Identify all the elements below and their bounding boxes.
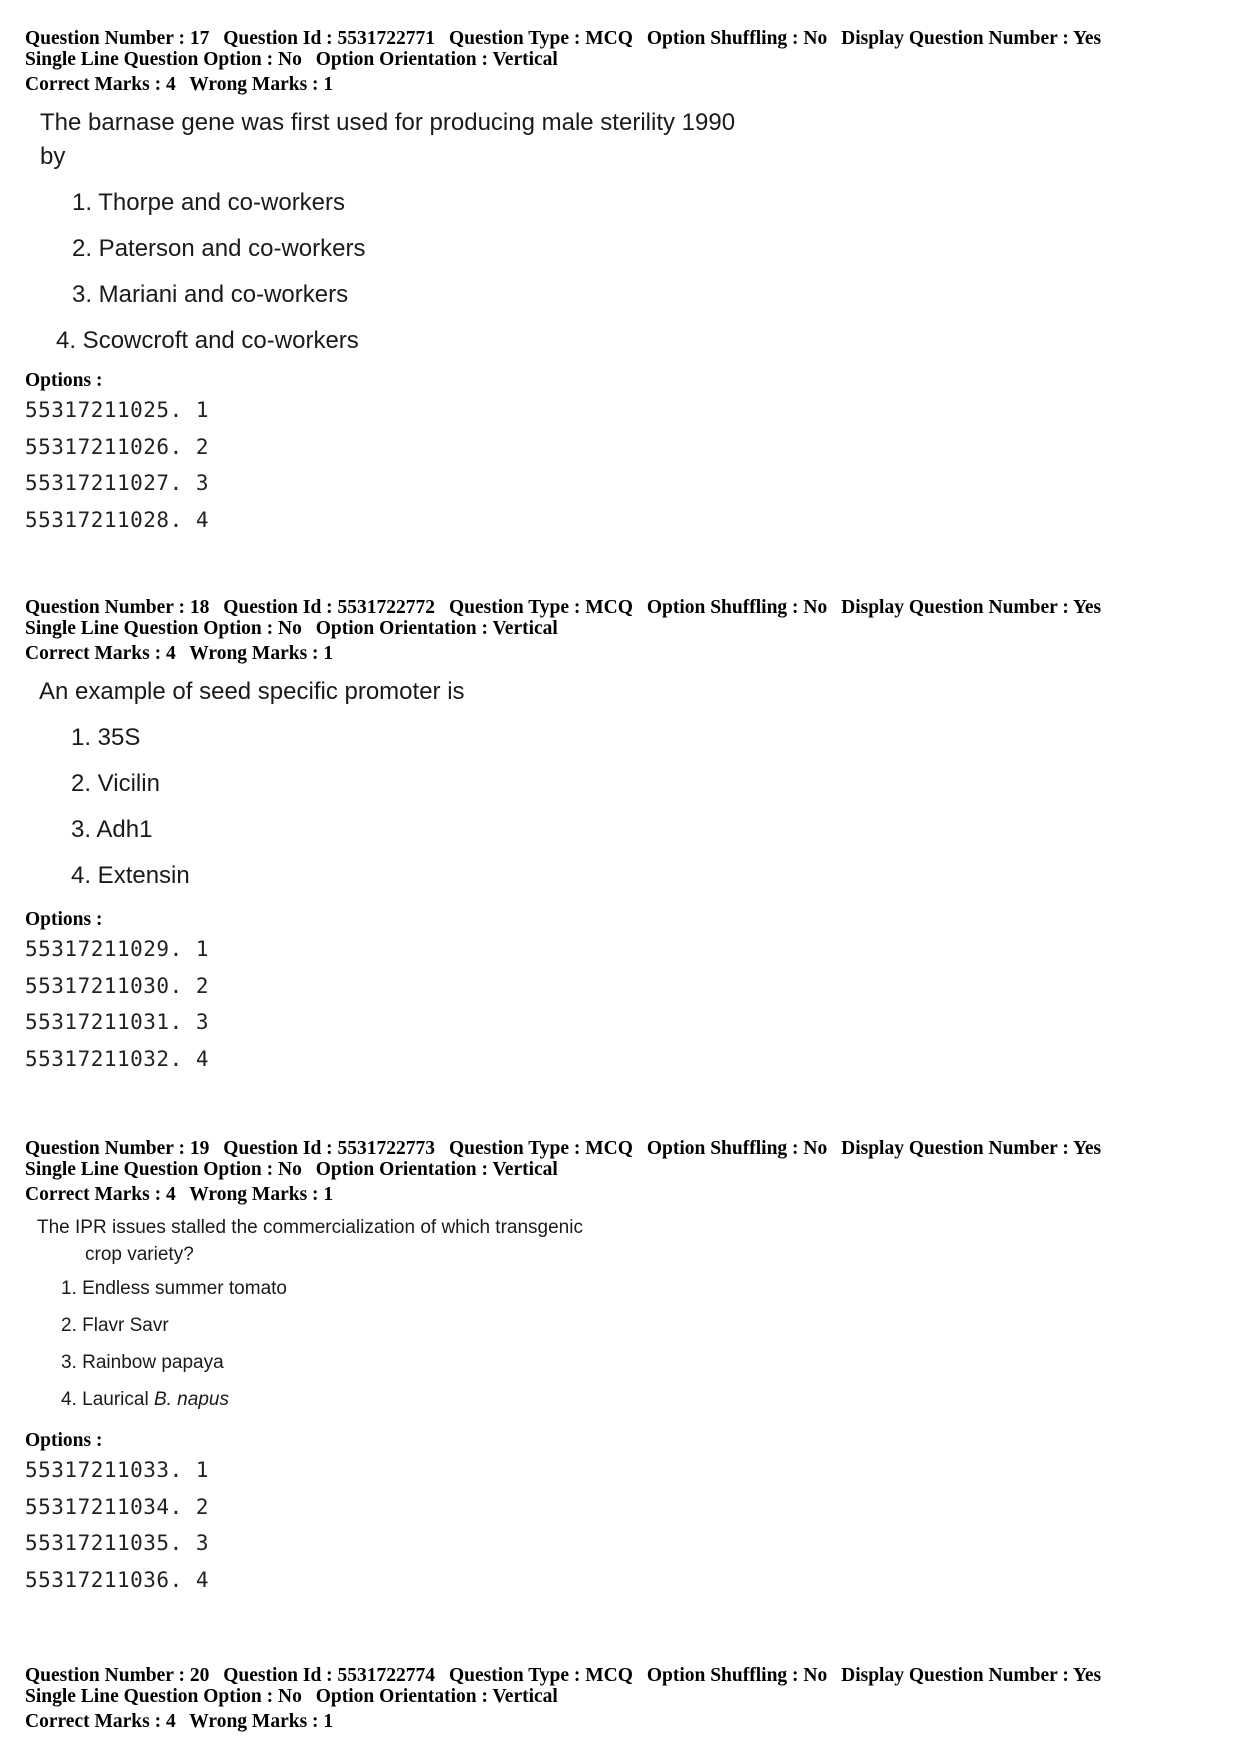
question-header-line1: Question Number : 20 Question Id : 5531722774 Question Type : MCQ Option Shuffling : No Display Question Number : Yes [25,1665,1102,1686]
question-stem: The barnase gene was first used for producing male sterility 1990 [40,109,736,136]
option-id: 55317211025. 1 [25,398,210,422]
choice-1: 1. Endless summer tomato [61,1278,287,1299]
choice-3: 3. Mariani and co-workers [72,281,349,308]
choice-2: 2. Paterson and co-workers [72,235,366,262]
option-id: 55317211034. 2 [25,1494,210,1519]
question-marks: Correct Marks : 4 Wrong Marks : 1 [25,74,334,95]
question-header-line2: Single Line Question Option : No Option Orientation : Vertical [25,1159,558,1180]
question-header-line1: Question Number : 19 Question Id : 5531722773 Question Type : MCQ Option Shuffling : No Display Question Number : Yes [25,1138,1102,1159]
question-text-image [25,106,1215,364]
option-id: 55317211026. 2 [25,434,210,459]
question-text-image [25,675,1215,899]
choice-2: 2. Vicilin [71,770,160,797]
choice-1: 1. 35S [71,724,141,751]
choice-4: 4. Extensin [71,862,190,889]
options-label: Options : [25,370,103,391]
question-marks: Correct Marks : 4 Wrong Marks : 1 [25,643,334,664]
question-marks: Correct Marks : 4 Wrong Marks : 1 [25,1711,334,1732]
question-18 [25,597,1215,1077]
question-header-line1: Question Number : 18 Question Id : 5531722772 Question Type : MCQ Option Shuffling : No Display Question Number : Yes [25,597,1102,618]
question-stem: The IPR issues stalled the commercialization of which transgenic [37,1217,583,1238]
question-header-line1: Question Number : 17 Question Id : 5531722771 Question Type : MCQ Option Shuffling : No Display Question Number : Yes [25,28,1102,49]
question-header-line2: Single Line Question Option : No Option Orientation : Vertical [25,1686,558,1707]
options-label: Options : [25,1430,103,1451]
question-19 [25,1138,1215,1598]
question-20 [25,1665,1215,1733]
option-id: 55317211036. 4 [25,1567,210,1592]
question-stem-cont: by [40,143,66,170]
question-marks: Correct Marks : 4 Wrong Marks : 1 [25,1184,334,1205]
choice-1: 1. Thorpe and co-workers [72,189,346,216]
choice-4: 4. Laurical B. napus [61,1389,229,1410]
option-id: 55317211029. 1 [25,937,210,961]
option-id: 55317211027. 3 [25,471,210,495]
choice-2: 2. Flavr Savr [61,1315,169,1336]
question-text-image [25,1214,1215,1418]
question-header-line2: Single Line Question Option : No Option Orientation : Vertical [25,618,558,639]
option-id: 55317211031. 3 [25,1010,210,1034]
choice-4: 4. Scowcroft and co-workers [56,327,359,354]
question-stem-cont: crop variety? [85,1244,194,1265]
option-id: 55317211035. 3 [25,1531,210,1555]
option-id: 55317211028. 4 [25,507,210,532]
question-stem: An example of seed specific promoter is [39,678,465,705]
question-header-line2: Single Line Question Option : No Option Orientation : Vertical [25,49,558,70]
question-17 [25,28,1215,538]
option-id: 55317211030. 2 [25,973,210,998]
choice-3: 3. Rainbow papaya [61,1352,224,1373]
options-label: Options : [25,909,103,930]
option-id: 55317211032. 4 [25,1046,210,1071]
option-id: 55317211033. 1 [25,1458,210,1482]
choice-3: 3. Adh1 [71,816,153,843]
